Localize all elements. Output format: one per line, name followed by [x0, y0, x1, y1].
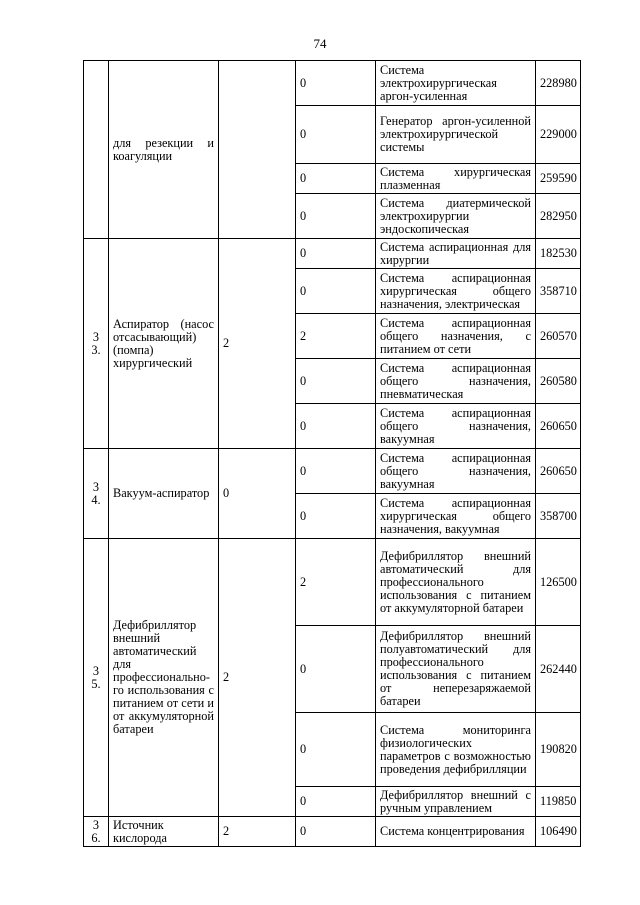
system-code-cell: 182530 — [536, 239, 581, 269]
device-name-cell: Источник кислорода — [109, 817, 219, 847]
system-code-cell: 228980 — [536, 61, 581, 106]
system-qty-cell: 0 — [296, 61, 376, 106]
system-qty-cell: 0 — [296, 106, 376, 164]
system-name-cell: Генератор аргон-усиленной электрохирургической системы — [376, 106, 536, 164]
system-code-cell: 119850 — [536, 787, 581, 817]
system-code-cell: 282950 — [536, 194, 581, 239]
system-qty-cell: 0 — [296, 404, 376, 449]
system-code-cell: 260570 — [536, 314, 581, 359]
system-code-cell: 358710 — [536, 269, 581, 314]
table-row — [84, 239, 581, 269]
system-name-cell: Система мониторинга физиологических параметров с возможностью проведения дефибрилляции — [376, 713, 536, 787]
system-name-cell: Система хирургическая плазменная — [376, 164, 536, 194]
row-number-cell: 3 3. — [84, 239, 109, 449]
device-qty-cell — [219, 61, 296, 239]
system-qty-cell: 0 — [296, 787, 376, 817]
system-code-cell: 260580 — [536, 359, 581, 404]
system-name-cell: Система диатермической электрохирургии эндоскопическая — [376, 194, 536, 239]
system-name-cell: Система аспирационная хирургическая общего назначения, электрическая — [376, 269, 536, 314]
system-qty-cell: 0 — [296, 269, 376, 314]
device-name-cell: Дефибриллятор внешний автоматический для профессионально-го использования с питанием от сети и от аккумуляторной батареи — [109, 539, 219, 817]
system-qty-cell: 2 — [296, 314, 376, 359]
system-qty-cell: 0 — [296, 626, 376, 713]
system-name-cell: Дефибриллятор внешний автоматический для профессионального использования с питанием от аккумуляторной батареи — [376, 539, 536, 626]
device-qty-cell: 2 — [219, 539, 296, 817]
system-qty-cell: 0 — [296, 713, 376, 787]
system-name-cell: Система аспирационная для хирургии — [376, 239, 536, 269]
system-name-cell: Дефибриллятор внешний полуавтоматический для профессионального использования с питанием от неперезаряжаемой батареи — [376, 626, 536, 713]
system-name-cell: Система аспирационная общего назначения, пневматическая — [376, 359, 536, 404]
system-name-cell: Система аспирационная хирургическая общего назначения, вакуумная — [376, 494, 536, 539]
device-qty-cell: 2 — [219, 239, 296, 449]
system-qty-cell: 0 — [296, 817, 376, 847]
equipment-table — [83, 60, 581, 847]
device-name-cell: для резекции и коагуляции — [109, 61, 219, 239]
table-row — [84, 61, 581, 106]
system-name-cell: Система аспирационная общего назначения, вакуумная — [376, 404, 536, 449]
system-code-cell: 259590 — [536, 164, 581, 194]
system-code-cell: 260650 — [536, 404, 581, 449]
system-qty-cell: 0 — [296, 494, 376, 539]
table-row — [84, 539, 581, 626]
table-row — [84, 449, 581, 494]
system-qty-cell: 0 — [296, 239, 376, 269]
system-code-cell: 358700 — [536, 494, 581, 539]
device-name-cell: Вакуум-аспиратор — [109, 449, 219, 539]
device-qty-cell: 2 — [219, 817, 296, 847]
system-qty-cell: 0 — [296, 359, 376, 404]
system-code-cell: 126500 — [536, 539, 581, 626]
system-qty-cell: 0 — [296, 194, 376, 239]
device-name-cell: Аспиратор (насос отсасывающий) (помпа) хирургический — [109, 239, 219, 449]
system-name-cell: Система аспирационная общего назначения, с питанием от сети — [376, 314, 536, 359]
system-name-cell: Система электрохирургическая аргон-усиленная — [376, 61, 536, 106]
device-qty-cell: 0 — [219, 449, 296, 539]
table-row — [84, 817, 581, 847]
system-name-cell: Система концентрирования — [376, 817, 536, 847]
system-name-cell: Дефибриллятор внешний с ручным управлением — [376, 787, 536, 817]
row-number-cell: 3 4. — [84, 449, 109, 539]
system-code-cell: 229000 — [536, 106, 581, 164]
system-code-cell: 260650 — [536, 449, 581, 494]
row-number-cell: 3 6. — [84, 817, 109, 847]
system-code-cell: 106490 — [536, 817, 581, 847]
system-code-cell: 190820 — [536, 713, 581, 787]
system-qty-cell: 0 — [296, 164, 376, 194]
system-qty-cell: 2 — [296, 539, 376, 626]
system-code-cell: 262440 — [536, 626, 581, 713]
system-qty-cell: 0 — [296, 449, 376, 494]
row-number-cell: 3 5. — [84, 539, 109, 817]
page-number: 74 — [313, 36, 327, 51]
row-number-cell — [84, 61, 109, 239]
system-name-cell: Система аспирационная общего назначения, вакуумная — [376, 449, 536, 494]
